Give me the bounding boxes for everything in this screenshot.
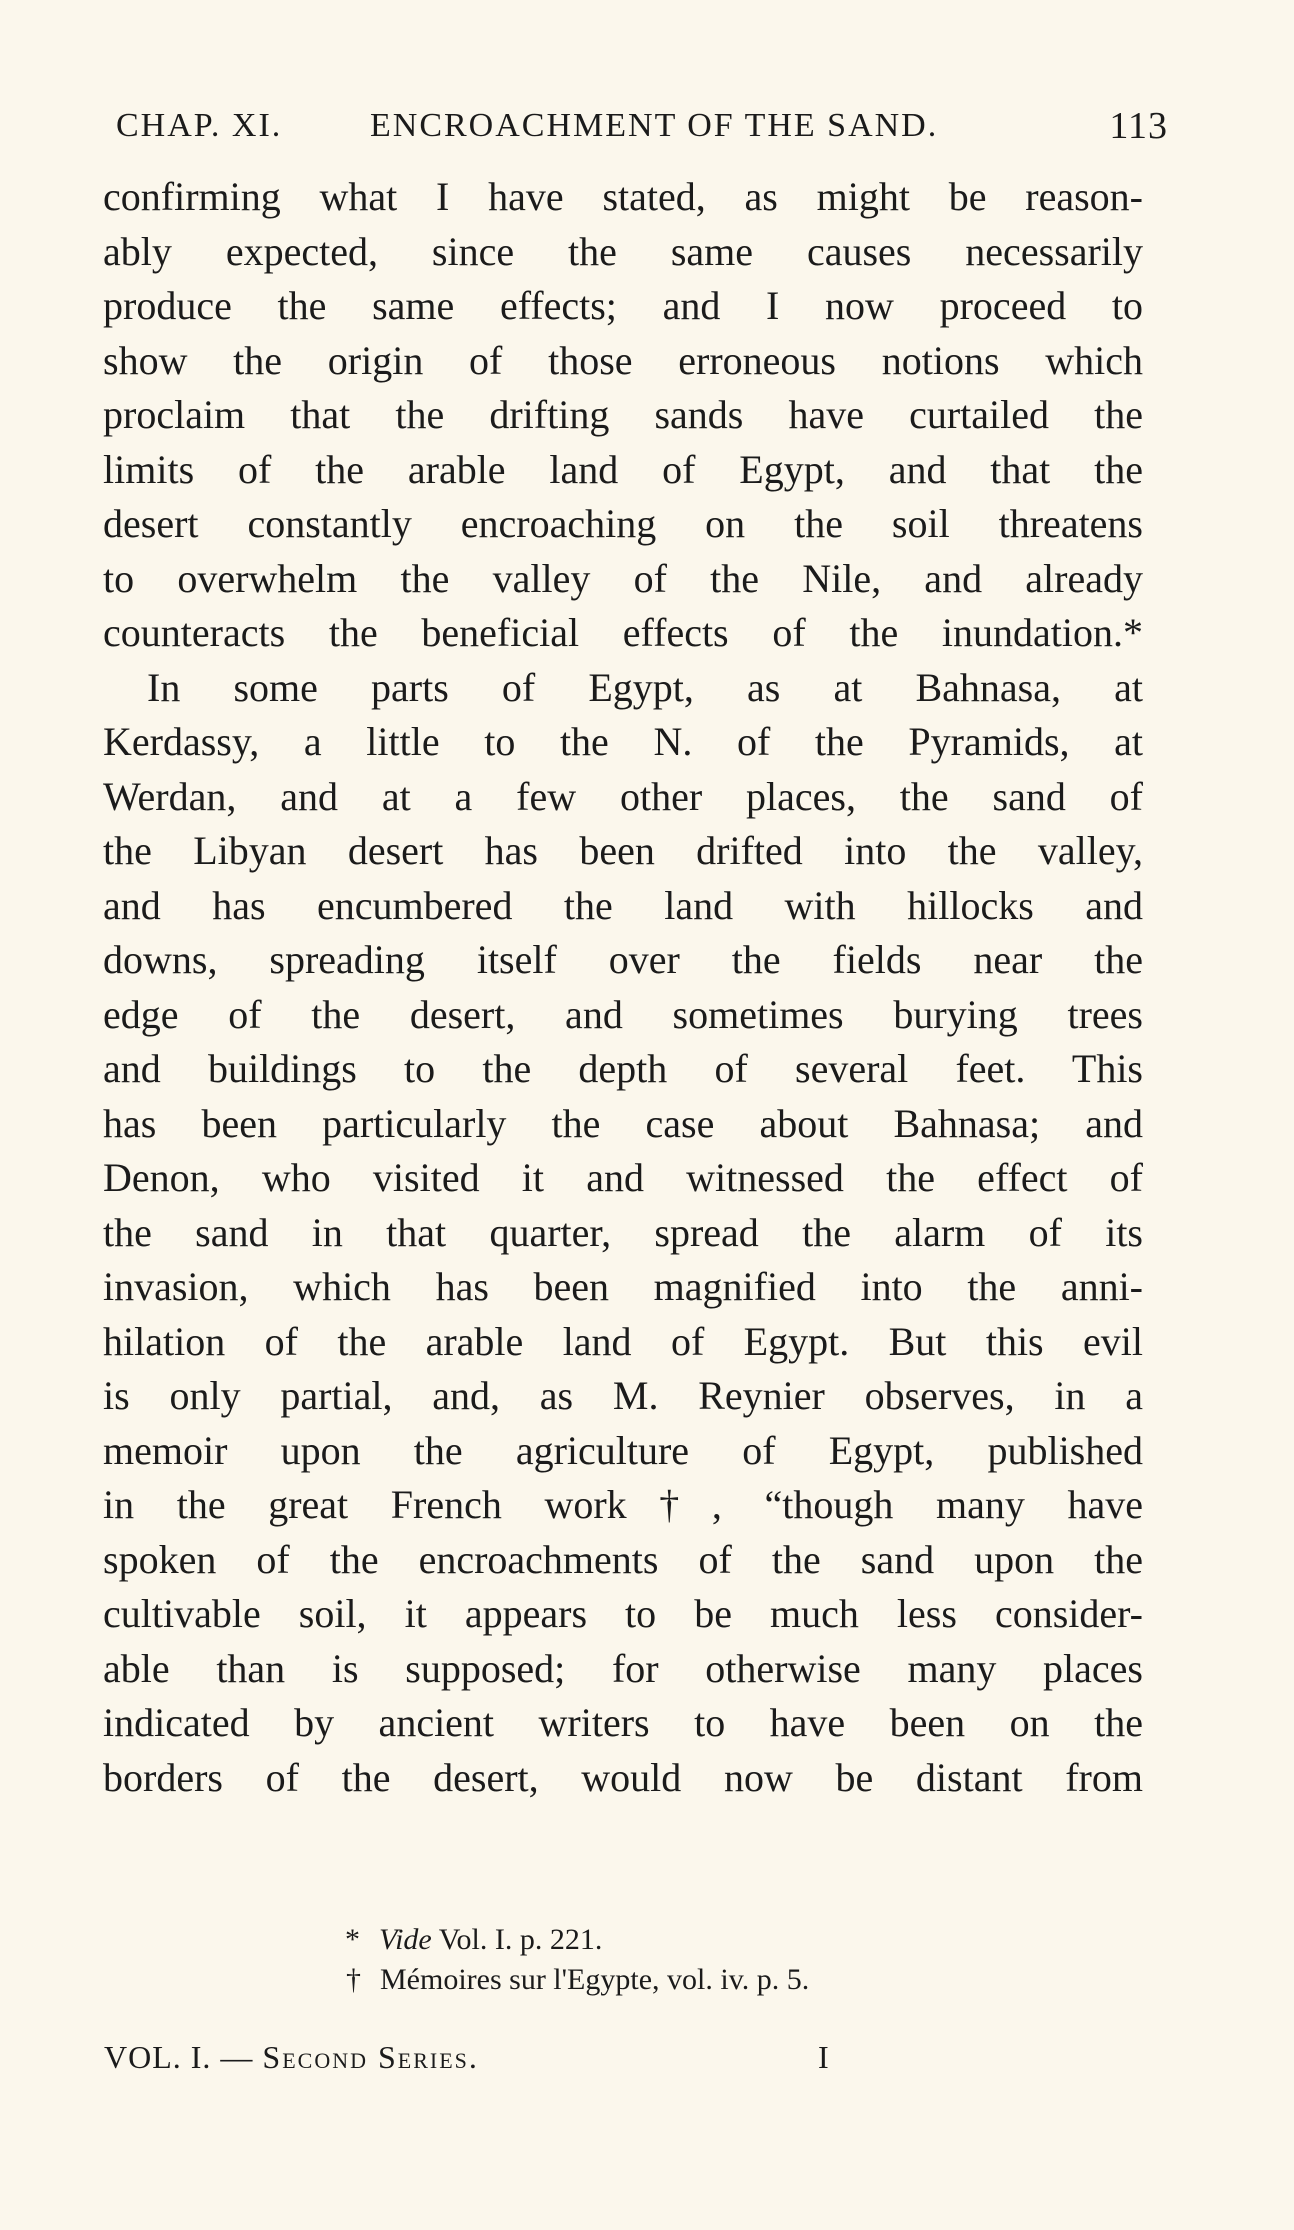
- text-line: and has encumbered the land with hillocks and: [103, 882, 1143, 928]
- text-line: proclaim that the drifting sands have curtailed the: [103, 392, 1143, 437]
- text-line: cultivable soil, it appears to be much less consider-: [103, 1591, 1143, 1636]
- text-line: spoken of the encroachments of the sand upon the: [103, 1536, 1143, 1582]
- text-line: in the great French work†, “though many have: [103, 1482, 1143, 1527]
- text-line: the sand in that quarter, spread the alarm of its: [103, 1209, 1143, 1255]
- text-line: memoir upon the agriculture of Egypt, published: [103, 1427, 1143, 1473]
- page-number: 113: [1109, 105, 1168, 147]
- text-line: the Libyan desert has been drifted into the valley,: [103, 828, 1143, 873]
- chapter-label: CHAP. XI.: [116, 107, 283, 144]
- series-label: Second Series.: [262, 2039, 479, 2075]
- text-line: is only partial, and, as M. Reynier observes, in a: [103, 1373, 1143, 1418]
- footnote-text: Vol. I. p. 221.: [431, 1923, 603, 1956]
- running-title: ENCROACHMENT OF THE SAND.: [370, 107, 939, 144]
- text-line: indicated by ancient writers to have been on the: [103, 1700, 1143, 1745]
- text-line: Kerdassy, a little to the N. of the Pyramids, at: [103, 719, 1143, 764]
- text-line: counteracts the beneficial effects of the inundation.*: [103, 610, 1143, 655]
- footnote-1: [100, 1920, 1168, 1960]
- text-line: Denon, who visited it and witnessed the effect of: [103, 1155, 1143, 1200]
- footnotes: [100, 1920, 1168, 2000]
- text-line: downs, spreading itself over the fields near the: [103, 937, 1143, 982]
- gathering-letter: I: [818, 2039, 829, 2075]
- volume-signature: [104, 2035, 479, 2079]
- footnote-marker: *: [345, 1923, 360, 1956]
- footnote-italic: Vide: [379, 1923, 432, 1956]
- footnote-text: Mémoires sur l'Egypte, vol. iv. p. 5.: [380, 1963, 810, 1996]
- text-line: produce the same effects; and I now proceed to: [103, 283, 1143, 328]
- text-line: and buildings to the depth of several feet. This: [103, 1046, 1143, 1091]
- text-line: show the origin of those erroneous notions which: [103, 337, 1143, 383]
- text-line: able than is supposed; for otherwise many places: [103, 1645, 1143, 1691]
- volume-label: VOL. I.: [104, 2039, 212, 2075]
- text-line: has been particularly the case about Bahnasa; and: [103, 1100, 1143, 1146]
- text-line: In some parts of Egypt, as at Bahnasa, at: [147, 664, 1143, 710]
- text-line: limits of the arable land of Egypt, and that the: [103, 446, 1143, 492]
- footnote-2: [100, 1960, 1168, 2000]
- footnote-marker: †: [346, 1963, 361, 1996]
- body-text: [103, 170, 1143, 1805]
- text-line: desert constantly encroaching on the soil threatens: [103, 501, 1143, 546]
- text-line: Werdan, and at a few other places, the sand of: [103, 773, 1143, 819]
- text-line: confirming what I have stated, as might be reason-: [103, 174, 1143, 219]
- text-line: borders of the desert, would now be distant from: [103, 1754, 1143, 1800]
- text-line: ably expected, since the same causes necessarily: [103, 228, 1143, 274]
- text-line: edge of the desert, and sometimes burying trees: [103, 991, 1143, 1037]
- signature-dash: —: [211, 2039, 263, 2075]
- text-line: to overwhelm the valley of the Nile, and already: [103, 555, 1143, 601]
- text-line: invasion, which has been magnified into the anni-: [103, 1264, 1143, 1309]
- text-line: hilation of the arable land of Egypt. But this evil: [103, 1318, 1143, 1364]
